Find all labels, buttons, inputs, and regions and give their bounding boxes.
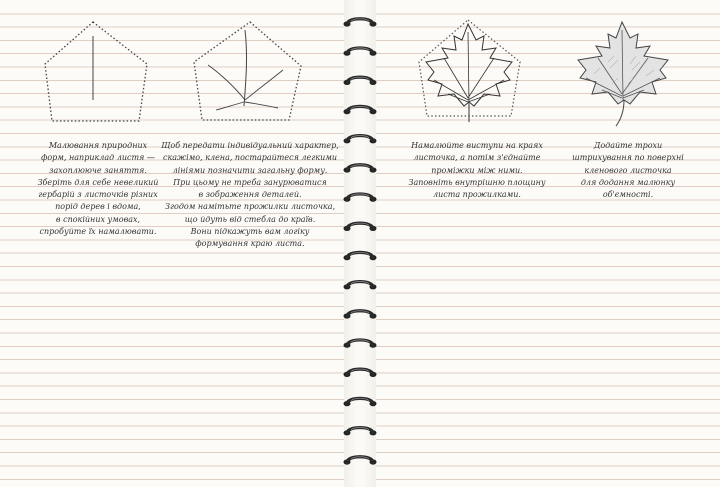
caption-step-2: Щоб передати індивідуальний характер, скажімо, клена, постарайтеся легкими лініями позначити загальну форму. При цьому не треба занурюватися в зображення деталей. Згодом намітьте прожилки листочка, що йдуть від стебла до країв. Вони підкажуть вам логіку формування краю листа. [161,141,339,249]
caption-step-4: Додайте трохи штрихування по поверхні кленового листочка для додання малюнку об'ємності. [572,141,684,200]
spiral-ring [344,398,377,406]
spiral-ring [344,223,377,231]
spiral-ring [344,369,377,377]
shaded-maple-leaf-sketch [568,18,680,130]
spiral-ring [344,457,377,465]
spiral-ring [344,106,377,114]
spiral-ring [344,165,377,173]
caption-step-1: Малювання природних форм, наприклад листя — захоплююче заняття. Зберіть для себе невеликий гербарій з листочків різних порід дерев і вдома, в спокійних умовах, спробуйте їх намалювати. [37,141,159,237]
spiral-ring [344,282,377,290]
spiral-ring [344,428,377,436]
maple-leaf-outline-sketch [414,18,526,128]
spiral-ring [344,48,377,56]
spiral-binding [338,0,382,487]
leaf-outline-sketch [36,20,156,124]
spiral-ring [344,19,377,27]
leaf-veins-sketch [188,20,308,124]
spiral-ring [344,136,377,144]
caption-step-3: Намалюйте виступи на краях листочка, а потім з'єднайте проміжки між ними. Заповніть внутрішню площину листа прожилками. [408,141,546,200]
spiral-ring [344,252,377,260]
spiral-ring [344,77,377,85]
spiral-ring [344,311,377,319]
spiral-ring [344,194,377,202]
spiral-ring [344,340,377,348]
